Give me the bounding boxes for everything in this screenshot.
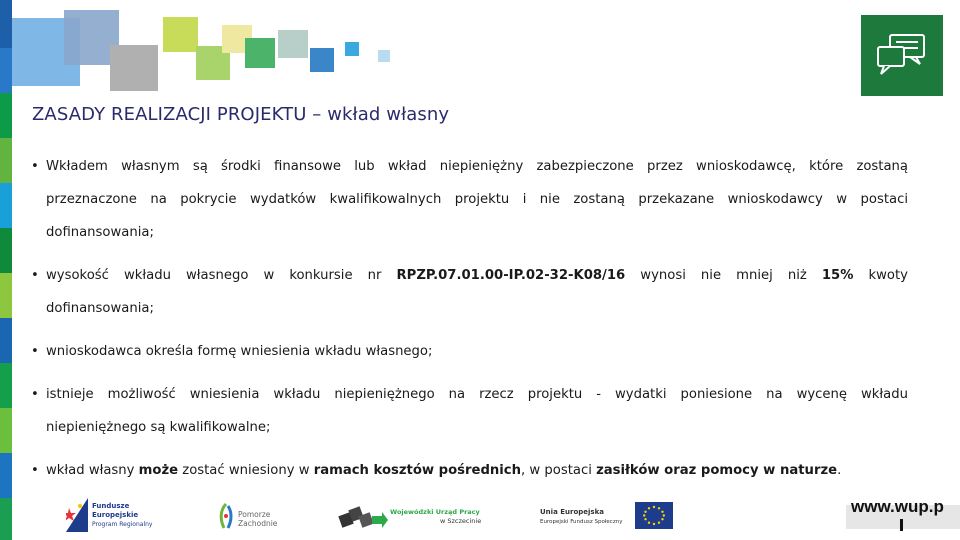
bullet-4-line-2: niepieniężnego są kwalifikowalne;	[46, 420, 271, 435]
bullet-dot: •	[31, 463, 39, 478]
bullet-1-line-2: przeznaczone na pokrycie wydatków kwalifikowalnych projektu i nie zostaną przekazane wnioskodawcy w postaci	[46, 192, 908, 207]
bullet-2-line-1: wysokość wkładu własnego w konkursie nr RPZP.07.01.00-IP.02-32-K08/16 wynosi nie mniej niż 15% kwoty	[46, 268, 908, 283]
left-color-strip	[0, 0, 12, 540]
contest-number: RPZP.07.01.00-IP.02-32-K08/16	[396, 268, 626, 283]
bullet-item-2	[28, 259, 908, 325]
bullet-2-line-2: dofinansowania;	[46, 301, 154, 316]
slide-title: ZASADY REALIZACJI PROJEKTU – wkład własny	[32, 104, 450, 125]
fundusze-europejskie-logo	[66, 496, 162, 534]
bullet-item-5	[28, 454, 908, 487]
bullet-dot: •	[31, 159, 39, 174]
ue-line-2: Europejski Fundusz Społeczny	[540, 519, 623, 525]
bullet-dot: •	[31, 344, 39, 359]
bullet-4-line-1: istnieje możliwość wniesienia wkładu niepieniężnego na rzecz projektu - wydatki poniesione na wycenę wkładu	[46, 387, 908, 402]
bullet-3-line-1: wnioskodawca określa formę wniesienia wkładu własnego;	[46, 344, 433, 359]
pomorze-line-1: Pomorze	[238, 510, 271, 519]
wup-line-2: w Szczecinie	[440, 517, 482, 525]
bullet-item-1	[28, 150, 908, 249]
bullet-list	[28, 150, 908, 487]
wup-line-1: Wojewódzki Urząd Pracy	[390, 508, 480, 516]
chat-bubbles-icon	[876, 33, 928, 79]
pomorze-zachodnie-logo	[216, 500, 282, 532]
bullet-dot: •	[31, 268, 39, 283]
fe-logo-line-2: Europejskie	[92, 511, 139, 519]
pomorze-line-2: Zachodnie	[238, 519, 278, 528]
bullet-item-4	[28, 378, 908, 444]
percent-value: 15%	[821, 268, 854, 283]
eu-flag-icon	[635, 502, 673, 529]
chat-icon-box	[861, 15, 943, 96]
bullet-dot: •	[31, 387, 39, 402]
fe-logo-line-1: Fundusze	[92, 502, 130, 510]
unia-europejska-logo	[540, 502, 676, 532]
wup-logo	[338, 500, 488, 532]
url-cut-letter	[900, 519, 903, 531]
bullet-item-3	[28, 335, 908, 368]
bullet-5-line-1: wkład własny może zostać wniesiony w ramach kosztów pośrednich, w postaci zasiłków oraz pomocy w naturze.	[46, 463, 842, 478]
bullet-1-line-3: dofinansowania;	[46, 225, 154, 240]
bullet-1-line-1: Wkładem własnym są środki finansowe lub wkład niepieniężny zabezpieczone przez wnioskodawcę, które zostaną	[46, 159, 908, 174]
ue-line-1: Unia Europejska	[540, 508, 604, 516]
website-url[interactable]: www.wup.p	[851, 497, 944, 516]
fe-logo-line-3: Program Regionalny	[92, 521, 153, 528]
